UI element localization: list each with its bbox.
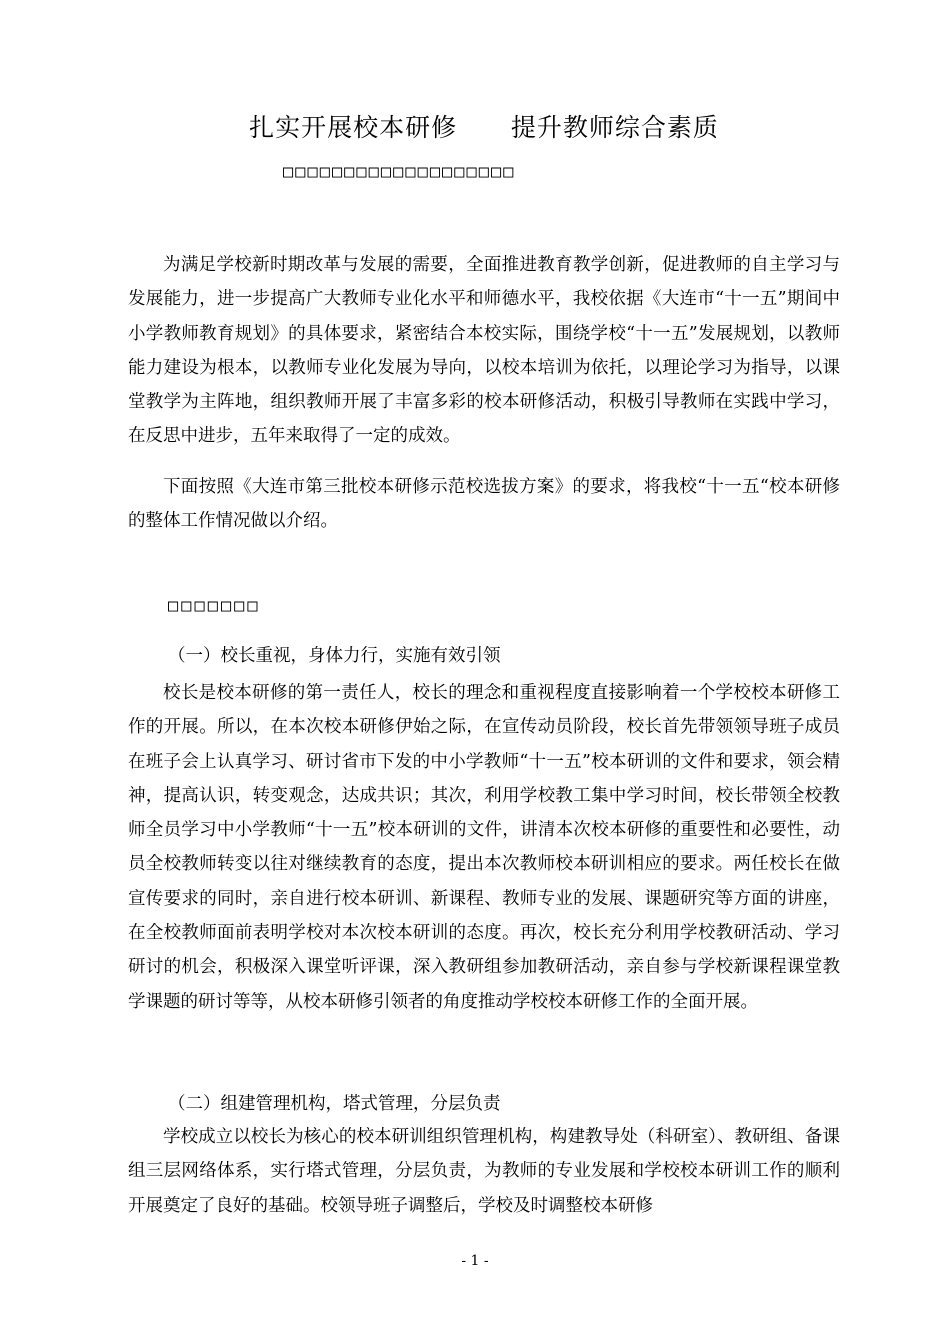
subsection-1-heading: （一）校长重视，身体力行，实施有效引领 — [168, 646, 501, 666]
document-subtitle: □□□□□□□□□□□□□□□□□□□ — [283, 162, 516, 182]
subsection-1-body: 校长是校本研修的第一责任人，校长的理念和重视程度直接影响着一个学校校本研修工作的开展。所以，在本次校本研修伊始之际，在宣传动员阶段，校长首先带领领导班子成员在班子会上认真学习、研讨省市下发的中小学教师“十一五”校本研训的文件和要求，领会精神，提高认识，转变观念，达成共识；其次，利用学校教工集中学习时间，校长带领全校教师全员学习中小学教师“十一五”校本研训的文件，讲清本次校本研修的重要性和必要性，动员全校教师转变以往对继续教育的态度，提出本次教师校本研训相应的要求。两任校长在做宣传要求的同时，亲自进行校本研训、新课程、教师专业的发展、课题研究等方面的讲座，在全校教师面前表明学校对本次校本研训的态度。再次，校长充分利用学校教研活动、学习研讨的机会，积极深入课堂听评课，深入教研组参加教研活动，亲自参与学校新课程课堂教学课题的研讨等等，从校本研修引领者的角度推动学校校本研修工作的全面开展。 — [128, 683, 840, 1012]
section-heading: □□□□□□□ — [168, 596, 261, 616]
document-title: 扎实开展校本研修 提升教师综合素质 — [249, 113, 719, 142]
page-number: - 1 - — [461, 1253, 489, 1269]
subsection-2-body: 学校成立以校长为核心的校本研训组织管理机构，构建教导处（科研室）、教研组、备课组三层网络体系，实行塔式管理，分层负责，为教师的专业发展和学校校本研训工作的顺利开展奠定了良好的基础。校领导班子调整后，学校及时调整校本研修 — [128, 1127, 840, 1216]
subsection-2-heading: （二）组建管理机构，塔式管理，分层负责 — [168, 1094, 501, 1114]
intro-paragraph-2: 下面按照《大连市第三批校本研修示范校选拔方案》的要求，将我校“十一五“校本研修的整体工作情况做以介绍。 — [128, 477, 840, 532]
intro-paragraph-1: 为满足学校新时期改革与发展的需要，全面推进教育教学创新，促进教师的自主学习与发展能力，进一步提高广大教师专业化水平和师德水平，我校依据《大连市“十一五”期间中小学教师教育规划》的具体要求，紧密结合本校实际，围绕学校“十一五”发展规划，以教师能力建设为根本，以教师专业化发展为导向，以校本培训为依托，以理论学习为指导，以课堂教学为主阵地，组织教师开展了丰富多彩的校本研修活动，积极引导教师在实践中学习，在反思中进步，五年来取得了一定的成效。 — [128, 255, 840, 447]
